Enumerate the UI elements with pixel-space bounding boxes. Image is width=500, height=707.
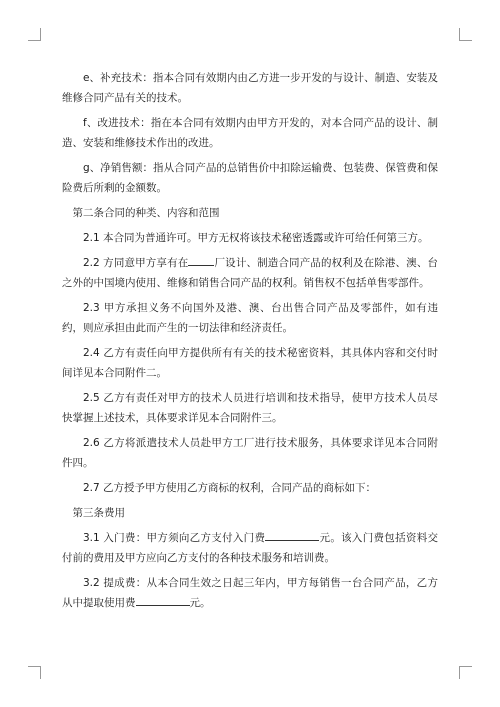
- crop-mark-bottom-right: [459, 666, 472, 679]
- clause-3-2-part-b: 元。: [189, 597, 211, 609]
- blank-factory-name: [188, 253, 214, 266]
- clause-3-2-part-a: 3.2 提成费：从本合同生效之日起三年内，甲方每销售一台合同产品，乙方从中提取使用费: [62, 577, 438, 609]
- article-3-heading: 第三条费用: [72, 507, 125, 519]
- blank-royalty-fee: [136, 593, 190, 606]
- paragraph-improved-tech: f、改进技术：指在本合同有效期内由甲方开发的，对本合同产品的设计、制造、安装和维修技术作出的改进。: [62, 117, 438, 149]
- clause-2-6: 2.6 乙方将派遣技术人员赴甲方工厂进行技术服务，具体要求详见本合同附件四。: [62, 437, 438, 469]
- paragraph-supplementary-tech: e、补充技术：指本合同有效期内由乙方进一步开发的与设计、制造、安装及维修合同产品有关的技术。: [62, 72, 438, 104]
- clause-2-2-part-a: 2.2 方同意甲方享有在: [83, 257, 189, 269]
- paragraph-net-sales: g、净销售额：指从合同产品的总销售价中扣除运输费、包装费、保管费和保险费后所剩的金额数。: [62, 162, 438, 194]
- clause-3-1: [62, 528, 438, 568]
- clause-2-2: [62, 253, 438, 293]
- clause-3-1-part-a: 3.1 入门费：甲方须向乙方支付入门费: [83, 532, 266, 544]
- document-body: [62, 68, 438, 618]
- clause-3-1-part-b: 元。该入门费包括资料交付前的费用及甲方应向乙方支付的各种技术服务和培训费。: [62, 532, 438, 564]
- crop-mark-top-left: [28, 28, 41, 41]
- clause-2-5: 2.5 乙方有责任对甲方的技术人员进行培训和技术指导，使甲方技术人员尽快掌握上述技术，具体要求详见本合同附件三。: [62, 392, 438, 424]
- crop-mark-top-right: [459, 28, 472, 41]
- clause-2-2-part-b: 厂设计、制造合同产品的权利及在除港、澳、台之外的中国境内使用、维修和销售合同产品的权利。销售权不包括单售零部件。: [62, 257, 438, 289]
- clause-2-3: 2.3 甲方承担义务不向国外及港、澳、台出售合同产品及零部件，如有违约，则应承担由此而产生的一切法律和经济责任。: [62, 302, 438, 334]
- blank-entry-fee: [265, 528, 319, 541]
- clause-3-2: [62, 573, 438, 613]
- clause-2-4: 2.4 乙方有责任向甲方提供所有有关的技术秘密资料，其具体内容和交付时间详见本合同附件二。: [62, 347, 438, 379]
- clause-2-1: 2.1 本合同为普通许可。甲方无权将该技术秘密透露或许可给任何第三方。: [83, 232, 429, 244]
- crop-mark-bottom-left: [28, 666, 41, 679]
- article-2-heading: 第二条合同的种类、内容和范围: [72, 207, 220, 219]
- clause-2-7: 2.7 乙方授予甲方使用乙方商标的权利，合同产品的商标如下：: [83, 482, 377, 494]
